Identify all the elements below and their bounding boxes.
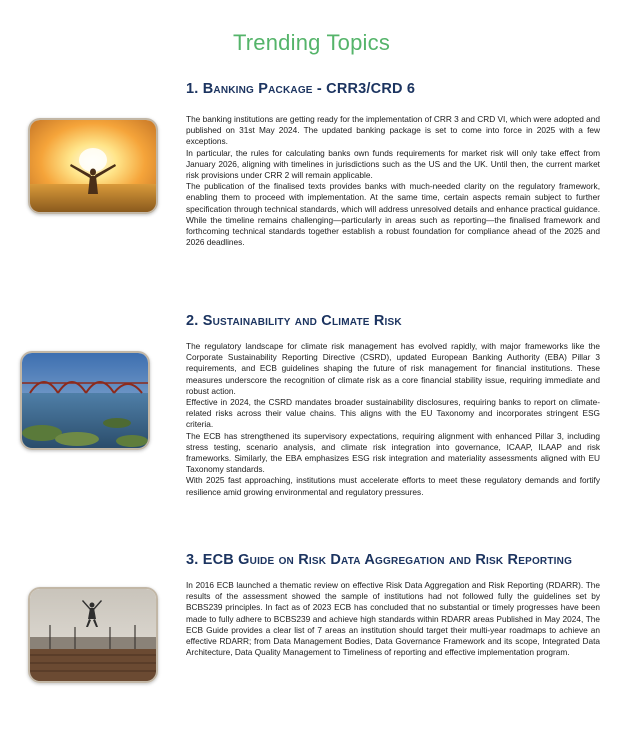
pier-jump-photo	[28, 587, 158, 683]
paragraph: Effective in 2024, the CSRD mandates broader sustainability disclosures, requiring banks to report on climate-related risks across their value chains. This aligns with the EU Taxonomy and incorporates stringent ESG criteria.	[186, 397, 600, 430]
section-body	[186, 341, 600, 498]
paragraph: With 2025 fast approaching, institutions must accelerate efforts to meet these regulatory demands and fortify resilience amid growing environmental and regulatory pressures.	[186, 475, 600, 497]
section-body	[186, 580, 600, 658]
sunrise-person-photo	[28, 118, 158, 214]
paragraph: The ECB has strengthened its supervisory expectations, requiring alignment with enhanced Pillar 3, including stress testing, scenario analysis, and climate risk integration into governance, ICAAP, ILAAP and risk frameworks. Similarly, the EBA emphasizes ESG risk integration and materiality assessments aligned with EU Taxonomy standards.	[186, 430, 600, 475]
section-heading: 3. ECB Guide on Risk Data Aggregation and Risk Reporting	[186, 552, 573, 568]
page-title: Trending Topics	[232, 30, 391, 55]
paragraph: The regulatory landscape for climate risk management has evolved rapidly, with major frameworks like the Corporate Sustainability Reporting Directive (CSRD), updated European Banking Authority (EBA) Pillar 3 requirements, and ECB guidelines shaping the future of risk management for financial institutions. These measures underscore the recognition of climate risk as a core financial stability issue, requiring immediate and robust action.	[186, 341, 600, 396]
bridge-seascape-photo	[20, 351, 150, 450]
paragraph: In 2016 ECB launched a thematic review on effective Risk Data Aggregation and Risk Reporting (RDARR). The results of the assessment showed the sample of institutions had not followed fully the guidelines set by BCBS239 principles. In fact as of 2023 ECB has concluded that no substantial or timely progresses have been made to fully adhere to BCBS239 and achieve high standards within RDARR areas Published in May 2024, The ECB Guide provides a clear list of 7 areas an institution should target their multi-year roadmaps to achieve an effective RDARR; from Data Management Bodies, Data Governance Framework and its scope, Integrated Data Architecture, Data Quality Management to Timeliness of reporting and effective implementation program.	[186, 580, 600, 658]
section-body	[186, 114, 600, 248]
section-heading: 2. Sustainability and Climate Risk	[186, 313, 402, 329]
paragraph: The publication of the finalised texts provides banks with much-needed clarity on the regulatory framework, enabling them to proceed with implementation. At the same time, certain aspects remain subject to further specification through technical standards, which will address unresolved details and enhance practical guidance. While the timeline remains challenging—particularly in areas such as reporting—the finalised framework and forthcoming technical standards together establish a robust foundation for compliance ahead of the 2025 and 2026 deadlines.	[186, 181, 600, 248]
paragraph: In particular, the rules for calculating banks own funds requirements for market risk will only take effect from January 2026, aligning with timelines in jurisdictions such as the US and the UK. Until then, the current market risk provisions under CRR 2 will remain applicable.	[186, 147, 600, 181]
paragraph: The banking institutions are getting ready for the implementation of CRR 3 and CRD VI, which were adopted and published on 31st May 2024. The updated banking package is set to come into force in 2025 with a few exceptions.	[186, 114, 600, 147]
section-heading: 1. Banking Package - CRR3/CRD 6	[186, 81, 416, 97]
